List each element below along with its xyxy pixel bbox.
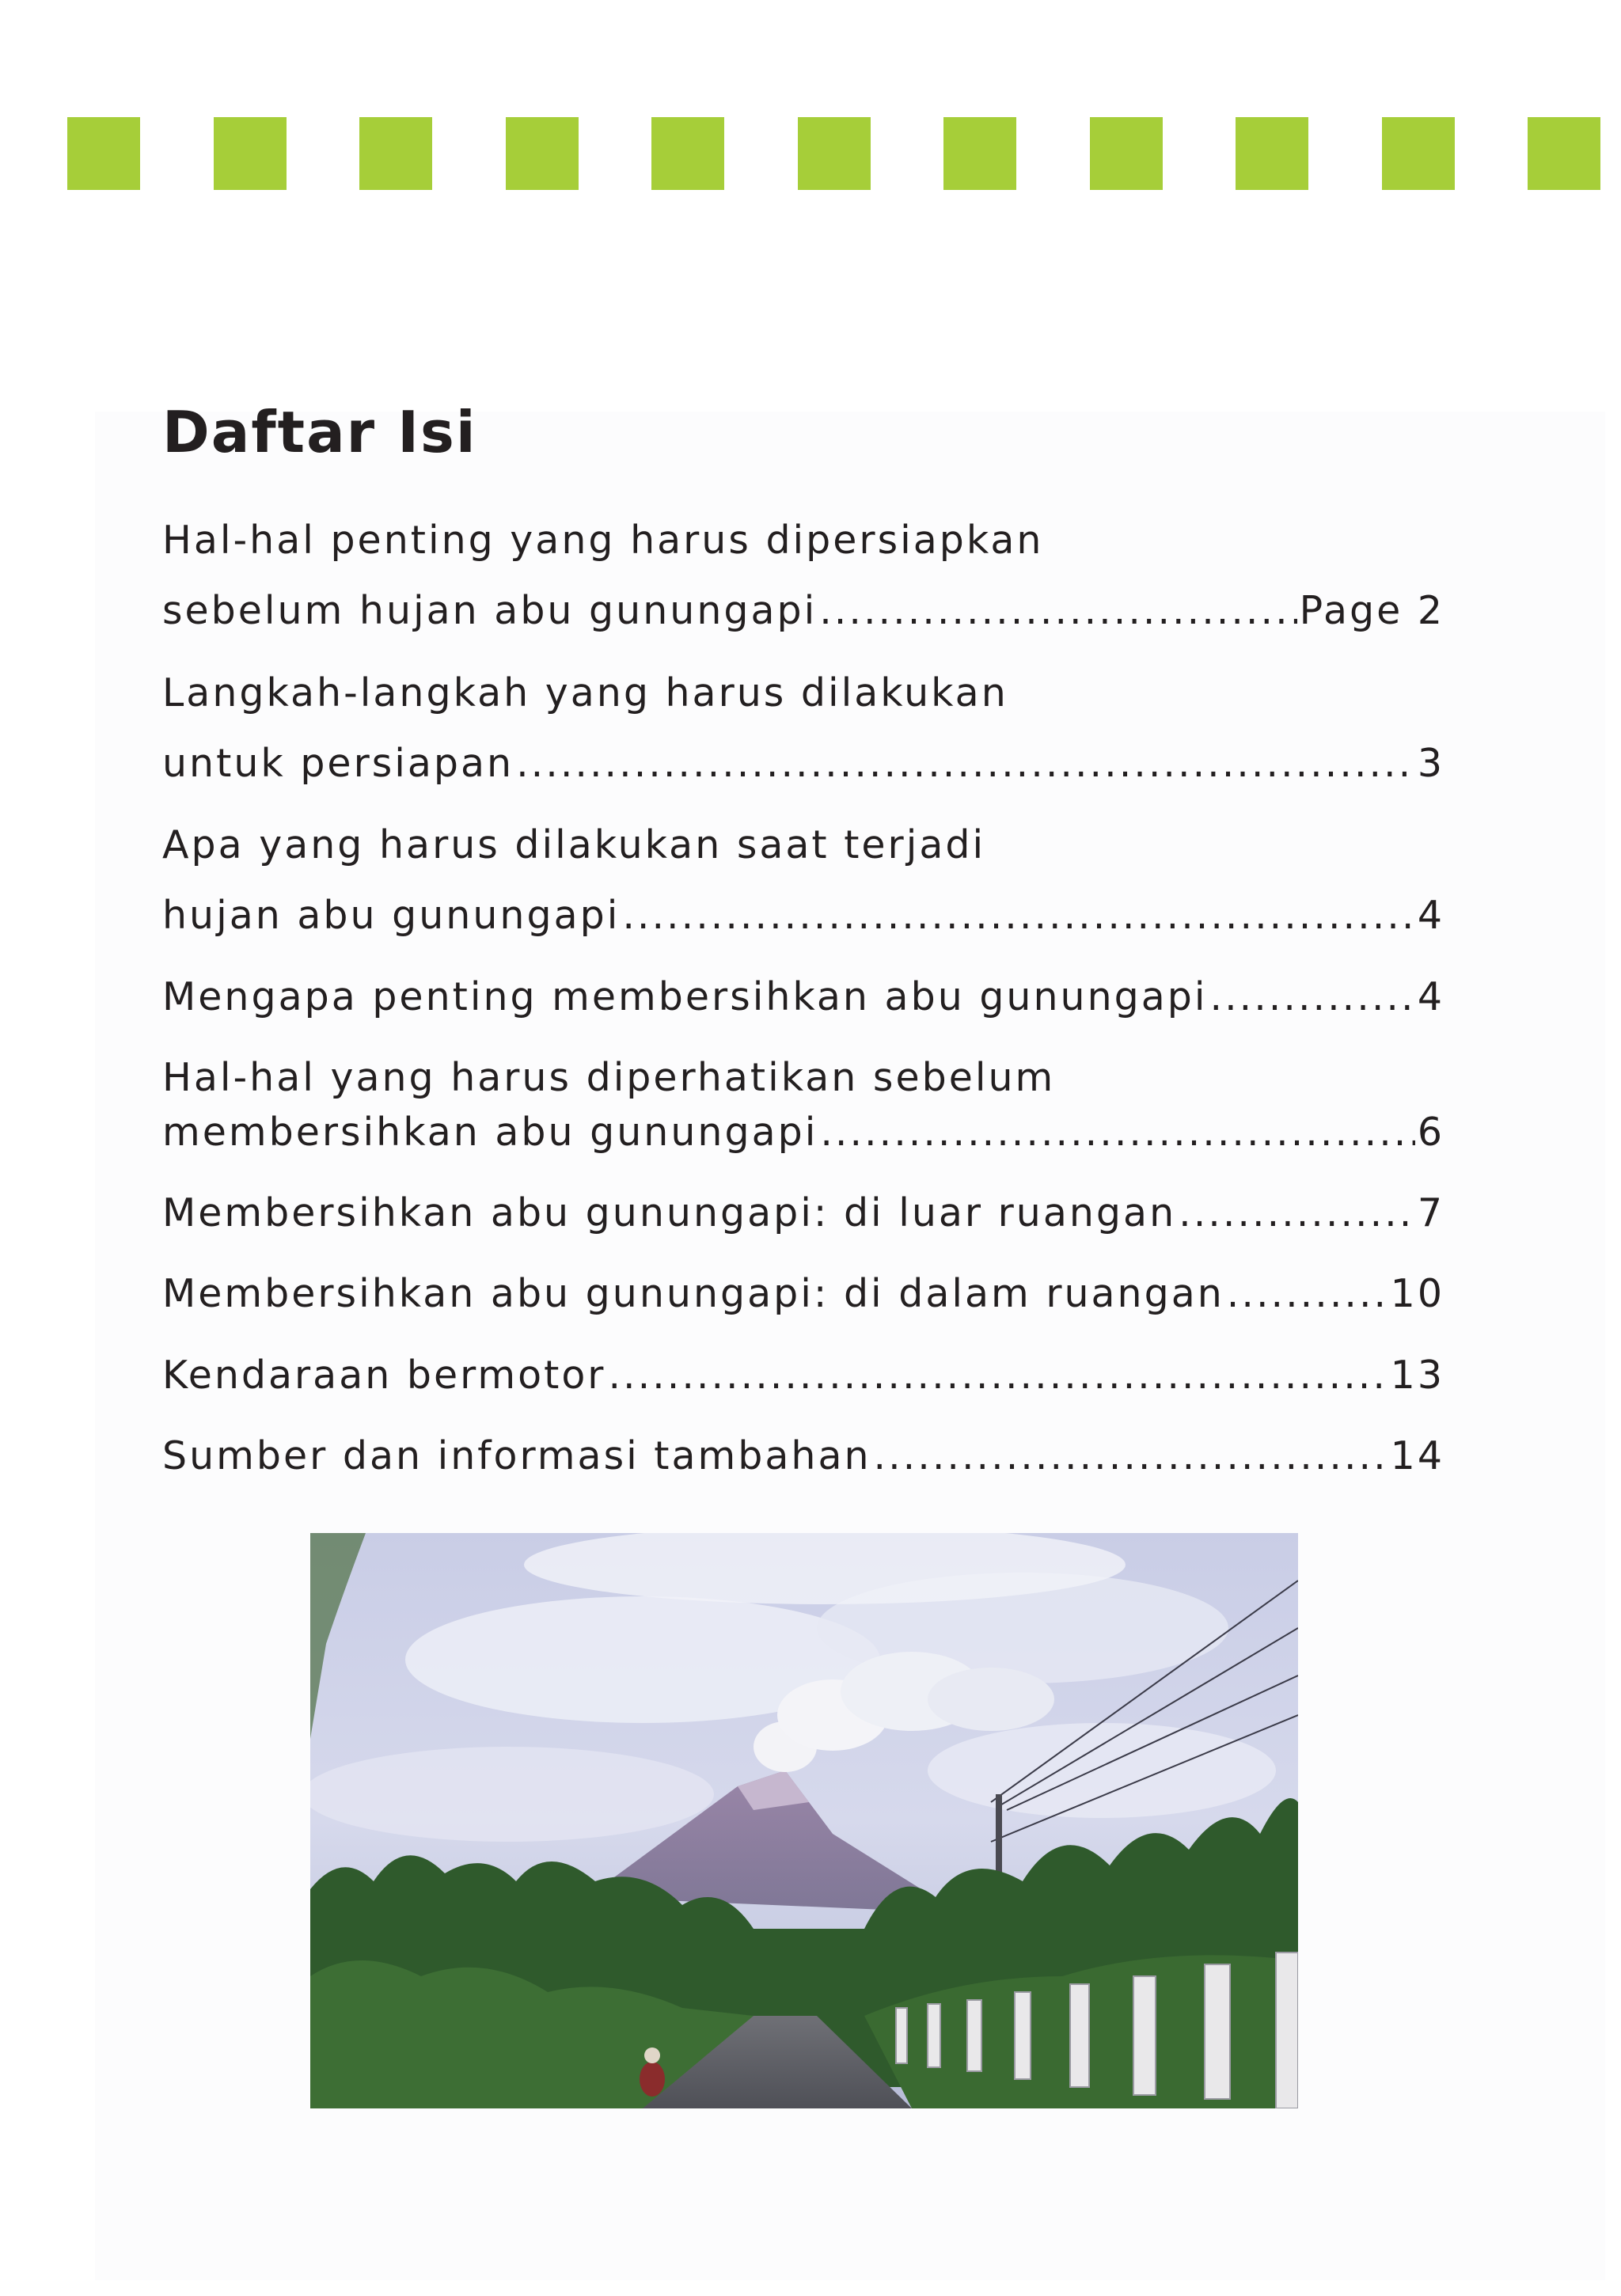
toc-entry-1-line-1: Hal-hal penting yang harus dipersiapkan	[162, 518, 1044, 563]
header-square	[1382, 117, 1455, 190]
toc-page-number: 6	[1417, 1110, 1444, 1155]
dot-leader	[1210, 973, 1415, 1021]
toc-entry-3-line-1: Apa yang harus dilakukan saat terjadi	[162, 822, 986, 867]
header-square-band	[67, 117, 1621, 190]
toc-entry-text: untuk persiapan	[162, 741, 514, 786]
header-square	[943, 117, 1016, 190]
toc-entry-text: Sumber dan informasi tambahan	[162, 1433, 871, 1478]
header-square	[1090, 117, 1163, 190]
toc-entry-text: membersihkan abu gunungapi	[162, 1110, 818, 1155]
header-square	[651, 117, 724, 190]
toc-entry-3[interactable]	[162, 892, 1444, 939]
toc-page-number: 3	[1417, 741, 1444, 786]
toc-entry-2[interactable]	[162, 740, 1444, 787]
page-title: Daftar Isi	[162, 399, 477, 465]
header-square	[214, 117, 287, 190]
toc-entry-text: Kendaraan bermotor	[162, 1353, 606, 1398]
dot-leader	[820, 1109, 1415, 1156]
toc-page-number: 10	[1390, 1271, 1444, 1316]
header-square	[506, 117, 579, 190]
dot-leader	[874, 1433, 1388, 1480]
toc-entry-text: Membersihkan abu gunungapi: di dalam ruangan	[162, 1271, 1224, 1316]
toc-entry-2-line-1: Langkah-langkah yang harus dilakukan	[162, 670, 1008, 715]
toc-entry-5-line-1: Hal-hal yang harus diperhatikan sebelum	[162, 1055, 1056, 1100]
header-square	[1528, 117, 1600, 190]
toc-page-number: 14	[1390, 1433, 1444, 1478]
toc-entry-4[interactable]	[162, 973, 1444, 1021]
dot-leader	[1227, 1270, 1388, 1318]
toc-entry-6[interactable]	[162, 1190, 1444, 1237]
dot-leader	[608, 1352, 1388, 1399]
volcano-landscape-photo	[310, 1533, 1298, 2108]
dot-leader	[516, 740, 1415, 787]
header-square	[798, 117, 871, 190]
header-square	[1236, 117, 1308, 190]
toc-entry-text: hujan abu gunungapi	[162, 893, 621, 938]
toc-entry-text: Mengapa penting membersihkan abu gunungapi	[162, 974, 1208, 1019]
toc-page-number: 7	[1417, 1190, 1444, 1235]
dot-leader	[1179, 1190, 1415, 1237]
toc-entry-1[interactable]	[162, 587, 1444, 635]
toc-entry-text: Membersihkan abu gunungapi: di luar ruangan	[162, 1190, 1177, 1235]
header-square	[67, 117, 140, 190]
toc-entry-text: sebelum hujan abu gunungapi	[162, 588, 818, 633]
toc-page-number: 4	[1417, 893, 1444, 938]
toc-page-number: 4	[1417, 974, 1444, 1019]
toc-page-number: 13	[1390, 1353, 1444, 1398]
toc-page-number: Page 2	[1299, 588, 1444, 633]
toc-entry-7[interactable]	[162, 1270, 1444, 1318]
toc-entry-5[interactable]	[162, 1109, 1444, 1156]
toc-entry-9[interactable]	[162, 1433, 1444, 1480]
dot-leader	[819, 587, 1296, 635]
dot-leader	[622, 892, 1414, 939]
toc-entry-8[interactable]	[162, 1352, 1444, 1399]
header-square	[359, 117, 432, 190]
